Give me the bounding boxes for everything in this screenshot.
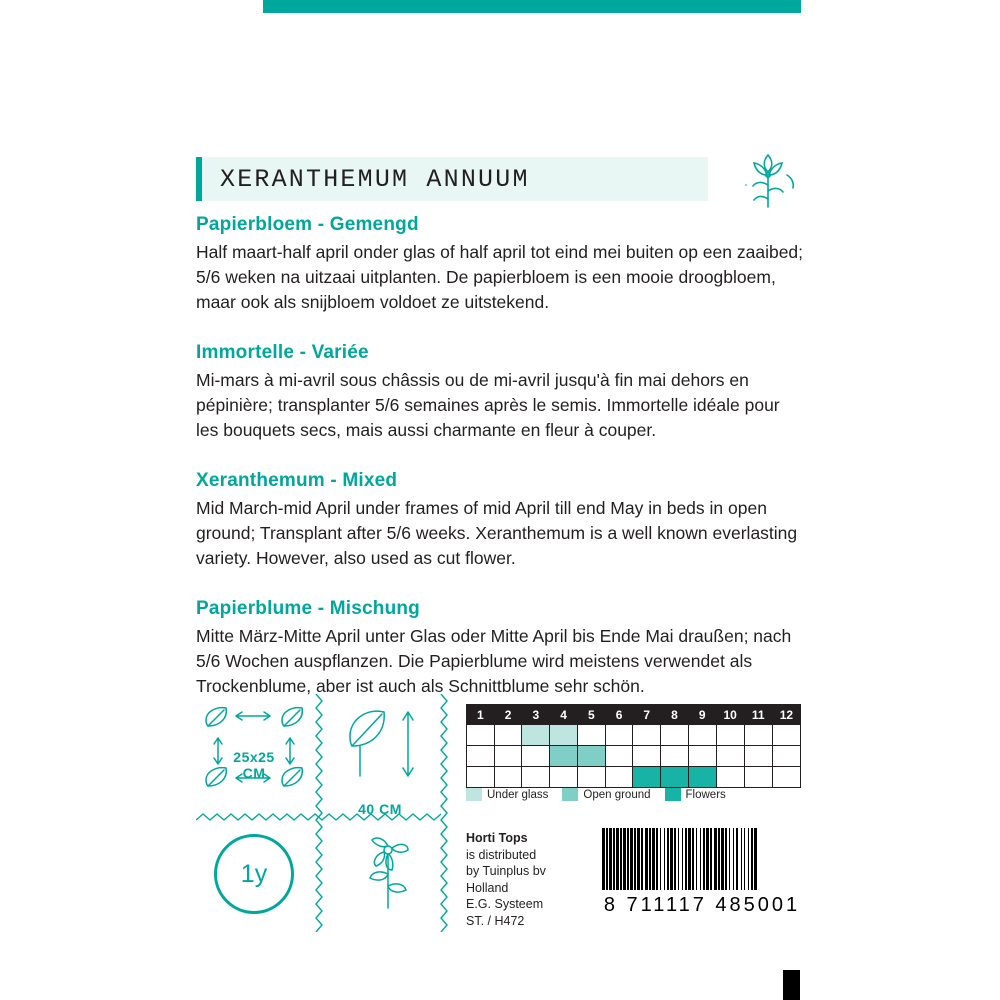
lifecycle-icon-cell xyxy=(214,834,314,914)
month-header: 8 xyxy=(661,705,689,725)
brand-line-2: is distributed xyxy=(466,847,537,862)
month-header: 4 xyxy=(550,705,578,725)
legend-item-flowers xyxy=(665,788,726,801)
calendar-cell xyxy=(605,725,633,746)
calendar-cell xyxy=(522,746,550,767)
month-header: 7 xyxy=(633,705,661,725)
brand-line-3: by Tuinplus bv xyxy=(466,864,546,878)
month-header: 9 xyxy=(688,705,716,725)
body-fr: Mi-mars à mi-avril sous châssis ou de mi-avril jusqu'à fin mai dehors en pépinière; transplanter 5/6 semaines après le semis. Immortelle idéale pour les bouquets secs, mais aussi charmante en fleur à couper. xyxy=(196,370,780,440)
calendar-cell xyxy=(494,725,522,746)
plant-spacing-icon-cell xyxy=(196,702,312,781)
calendar-cell xyxy=(661,725,689,746)
calendar-row xyxy=(467,746,801,767)
calendar-cell xyxy=(467,746,495,767)
calendar-cell xyxy=(494,746,522,767)
plant-height-icon-cell xyxy=(330,702,430,817)
legend-label-open: Open ground xyxy=(583,788,651,801)
calendar-cell xyxy=(744,767,772,788)
legend-swatch-glass xyxy=(466,788,482,801)
calendar-cell xyxy=(550,746,578,767)
barcode-bars xyxy=(602,828,802,890)
calendar-cell xyxy=(467,767,495,788)
calendar-cell xyxy=(661,767,689,788)
brand-line-4: Holland xyxy=(466,880,509,895)
calendar-cell xyxy=(772,767,800,788)
calendar-header-row xyxy=(467,705,801,725)
calendar-cell xyxy=(744,725,772,746)
heading-en: Xeranthemum - Mixed xyxy=(196,470,398,491)
spacing-label: 25x25 CM xyxy=(233,749,275,781)
heading-nl: Papierbloem - Gemengd xyxy=(196,214,419,235)
language-block-en xyxy=(196,470,808,571)
month-header: 12 xyxy=(772,705,800,725)
legend-swatch-open xyxy=(562,788,578,801)
month-header: 5 xyxy=(577,705,605,725)
calendar-cell xyxy=(744,746,772,767)
body-en: Mid March-mid April under frames of mid April till end May in beds in open ground; Transplant after 5/6 weeks. Xeranthemum is a well known everlasting variety. However, also used as cut flower. xyxy=(196,498,798,568)
calendar-cell xyxy=(522,725,550,746)
cut-flower-icon-cell xyxy=(344,830,434,919)
calendar-cell xyxy=(633,725,661,746)
calendar-cell xyxy=(577,746,605,767)
body-nl: Half maart-half april onder glas of half april tot eind mei buiten op een zaaibed; 5/6 weken na uitzaai uitplanten. De papierbloem is een mooie droogbloem, maar ook als snijbloem voldoet ze uitstekend. xyxy=(196,242,804,312)
month-header: 2 xyxy=(494,705,522,725)
title-row xyxy=(196,157,804,203)
page-title: XERANTHEMUM ANNUUM xyxy=(220,164,530,194)
height-icon xyxy=(330,702,430,799)
calendar-cell xyxy=(605,767,633,788)
calendar-cell xyxy=(661,746,689,767)
calendar-body xyxy=(467,725,801,788)
calendar-cell xyxy=(577,725,605,746)
calendar-cell xyxy=(716,725,744,746)
calendar-cell xyxy=(550,767,578,788)
calendar-cell xyxy=(577,767,605,788)
calendar-cell xyxy=(494,767,522,788)
legend-item-glass xyxy=(466,788,548,801)
flower-icon xyxy=(732,145,804,217)
calendar-cell xyxy=(522,767,550,788)
calendar-cell xyxy=(772,725,800,746)
brand-line-6: ST. / H472 xyxy=(466,913,525,928)
calendar-cell xyxy=(550,725,578,746)
calendar-cell xyxy=(688,746,716,767)
month-header: 11 xyxy=(744,705,772,725)
calendar-cell xyxy=(688,725,716,746)
month-header: 6 xyxy=(605,705,633,725)
lifecycle-ring xyxy=(214,834,294,914)
heading-de: Papierblume - Mischung xyxy=(196,598,420,619)
calendar-cell xyxy=(633,767,661,788)
language-block-fr xyxy=(196,342,808,443)
bottom-trim-mark xyxy=(783,970,800,1000)
lifecycle-label: 1y xyxy=(240,859,268,888)
legend-label-glass: Under glass xyxy=(487,788,549,801)
cut-flower-icon xyxy=(344,830,434,919)
calendar-cell xyxy=(716,767,744,788)
top-color-bar xyxy=(263,0,801,13)
brand-line-5: E.G. Systeem xyxy=(466,897,544,911)
body-de: Mitte März-Mitte April unter Glas oder Mitte April bis Ende Mai draußen; nach 5/6 Wochen auspflanzen. Die Papierblume wird meistens verwendet als Trockenblume, aber ist auch als Schnittblume sehr schön. xyxy=(196,626,792,696)
heading-fr: Immortelle - Variée xyxy=(196,342,369,363)
barcode-number: 8 711117 485001 xyxy=(603,894,801,916)
language-block-de xyxy=(196,598,808,699)
calendar-cell xyxy=(467,725,495,746)
legend-item-open xyxy=(562,788,650,801)
language-block-nl xyxy=(196,214,808,315)
description-blocks xyxy=(196,214,808,726)
calendar-legend xyxy=(466,788,801,801)
legend-swatch-flowers xyxy=(665,788,681,801)
barcode-block xyxy=(602,828,802,917)
calendar-cell xyxy=(716,746,744,767)
calendar-row xyxy=(467,725,801,746)
calendar-cell xyxy=(633,746,661,767)
sowing-calendar xyxy=(466,704,801,788)
info-zone xyxy=(196,694,806,944)
brand-info xyxy=(466,830,546,929)
title-band xyxy=(196,157,708,201)
month-header: 1 xyxy=(467,705,495,725)
month-header: 3 xyxy=(522,705,550,725)
calendar-cell xyxy=(772,746,800,767)
month-header: 10 xyxy=(716,705,744,725)
legend-label-flowers: Flowers xyxy=(685,788,726,801)
brand-name: Horti Tops xyxy=(466,831,528,845)
height-label: 40 CM xyxy=(358,801,402,817)
calendar-row xyxy=(467,767,801,788)
calendar-cell xyxy=(688,767,716,788)
calendar-cell xyxy=(605,746,633,767)
